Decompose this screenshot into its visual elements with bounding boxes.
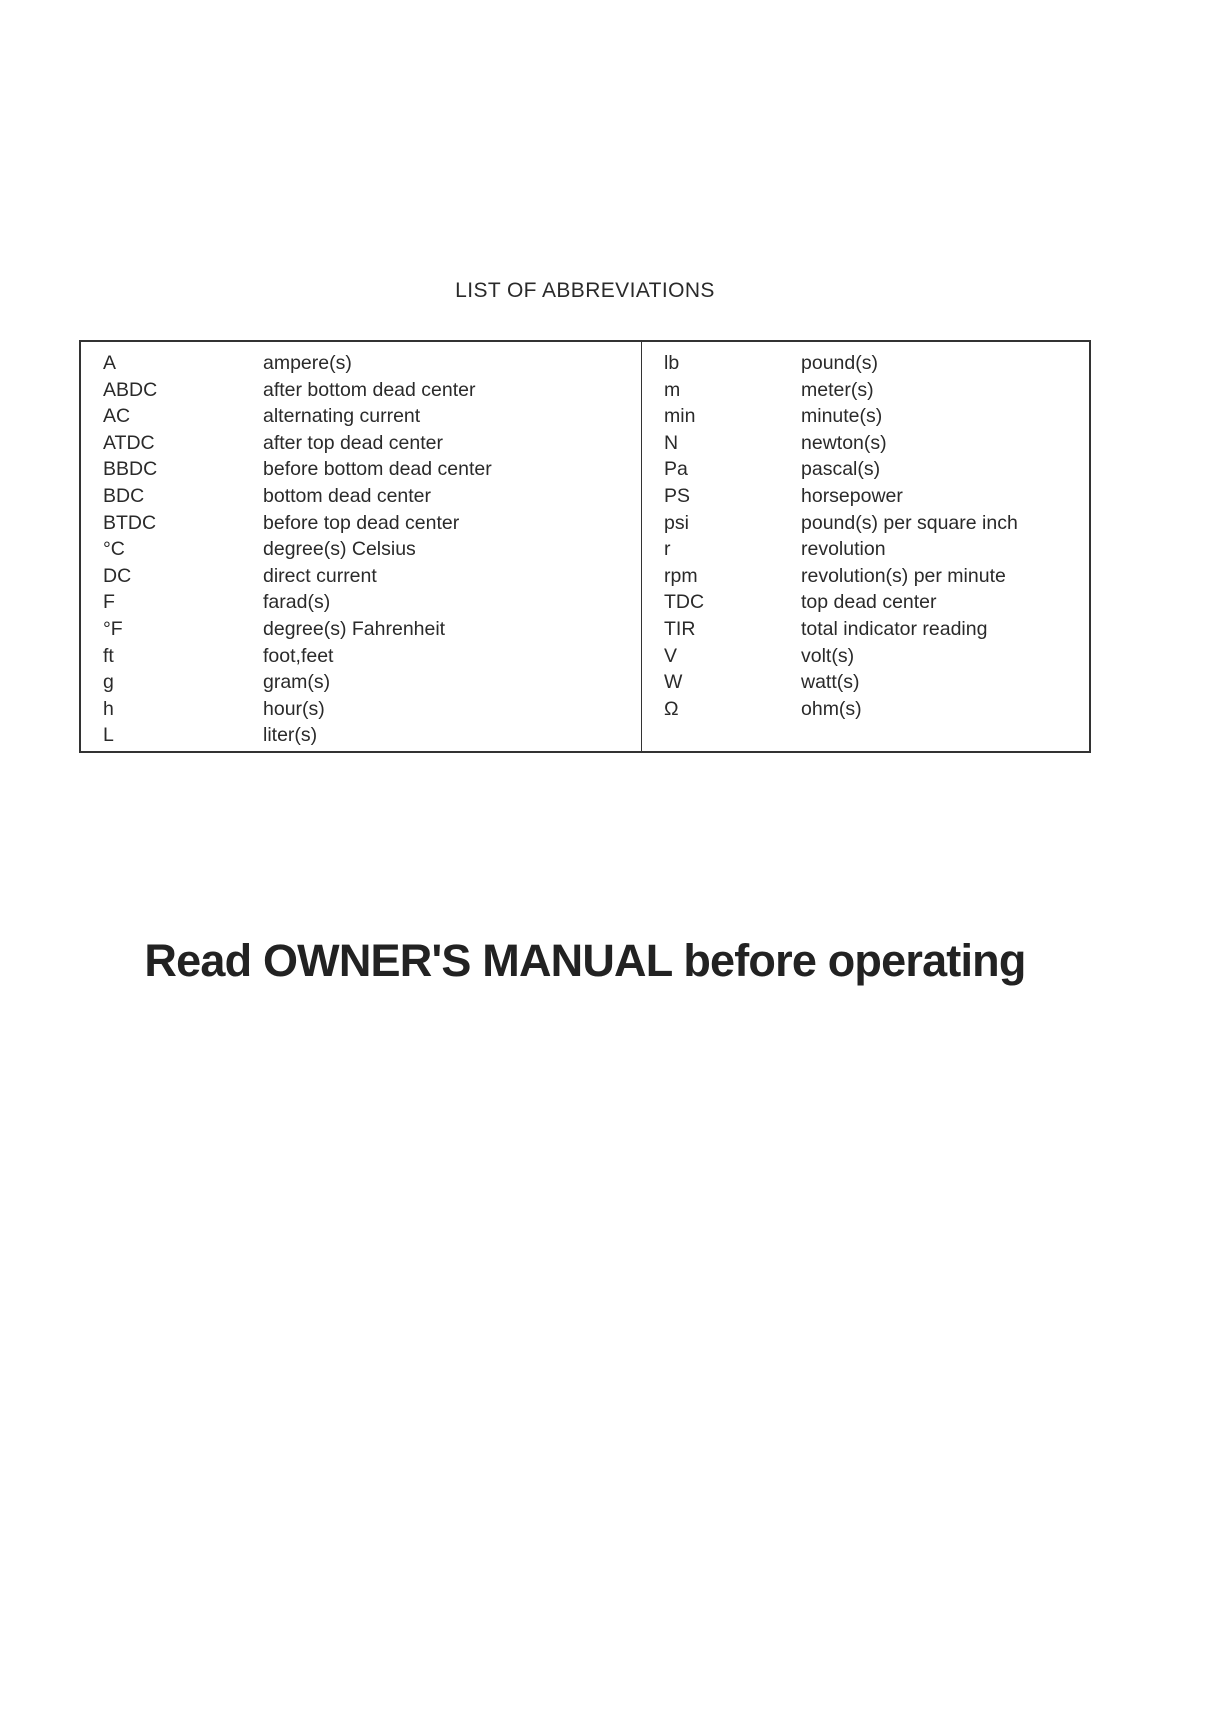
abbreviation-row: [642, 589, 1091, 616]
abbreviation-description: revolution: [801, 538, 886, 561]
abbreviation-description: farad(s): [263, 591, 331, 614]
abbreviation-description: after bottom dead center: [263, 378, 476, 401]
abbreviation-description: total indicator reading: [801, 617, 988, 640]
abbreviation-code: lb: [664, 352, 680, 374]
abbreviation-row: [81, 669, 641, 696]
abbreviation-row: [642, 696, 1091, 723]
abbreviation-row: [642, 510, 1091, 537]
abbreviation-code: AC: [103, 405, 131, 428]
abbreviation-code: h: [103, 697, 114, 720]
abbreviation-code: g: [103, 671, 114, 694]
abbreviation-description: top dead center: [801, 591, 937, 614]
abbreviation-row: [642, 403, 1091, 430]
abbreviation-row: [642, 483, 1091, 510]
abbreviation-row: [81, 696, 641, 723]
abbreviation-row: [642, 536, 1091, 563]
abbreviation-description: volt(s): [801, 644, 855, 667]
abbreviation-description: newton(s): [801, 431, 887, 454]
abbreviation-row: [81, 377, 641, 404]
abbreviation-description: after top dead center: [263, 431, 443, 454]
abbreviation-code: rpm: [664, 564, 698, 587]
abbreviation-row: [81, 483, 641, 510]
abbreviation-code: min: [664, 405, 696, 428]
abbreviation-row: [642, 350, 1091, 377]
abbreviation-code: TDC: [664, 591, 705, 614]
abbreviation-code: L: [103, 724, 114, 747]
abbreviation-code: Pa: [664, 458, 688, 481]
abbreviation-description: horsepower: [801, 484, 903, 507]
abbreviation-row: [81, 643, 641, 670]
abbreviation-row: [642, 456, 1091, 483]
abbreviations-left-column: [81, 350, 641, 749]
abbreviation-code: ABDC: [103, 378, 158, 401]
abbreviation-description: pascal(s): [801, 458, 881, 481]
abbreviation-code: PS: [664, 484, 691, 507]
abbreviation-description: degree(s) Celsius: [263, 538, 416, 561]
abbreviation-row: [81, 589, 641, 616]
abbreviation-code: °C: [103, 538, 125, 561]
abbreviation-description: ohm(s): [801, 697, 862, 720]
abbreviation-description: pound(s) per square inch: [801, 511, 1018, 534]
abbreviation-code: BTDC: [103, 511, 157, 534]
abbreviation-description: watt(s): [801, 671, 860, 694]
abbreviation-row: [81, 350, 641, 377]
abbreviation-code: W: [664, 671, 683, 694]
abbreviation-code: N: [664, 431, 679, 454]
abbreviation-code: BBDC: [103, 458, 158, 481]
abbreviation-code: BDC: [103, 484, 145, 507]
abbreviation-description: hour(s): [263, 697, 325, 720]
abbreviation-row: [642, 669, 1091, 696]
abbreviation-description: minute(s): [801, 405, 883, 428]
abbreviation-row: [81, 563, 641, 590]
abbreviation-description: before bottom dead center: [263, 458, 492, 481]
abbreviation-code: psi: [664, 511, 689, 534]
abbreviation-row: [642, 563, 1091, 590]
abbreviation-row: [642, 430, 1091, 457]
abbreviation-row: [81, 616, 641, 643]
abbreviation-description: gram(s): [263, 671, 331, 694]
abbreviation-description: revolution(s) per minute: [801, 564, 1006, 587]
abbreviation-code: r: [664, 538, 671, 561]
abbreviation-code: ft: [103, 644, 114, 667]
abbreviation-code: V: [664, 644, 678, 667]
abbreviations-right-column: [642, 350, 1091, 722]
abbreviation-code: ATDC: [103, 431, 155, 454]
owners-manual-notice: Read OWNER'S MANUAL before operating: [144, 935, 1026, 986]
abbreviation-code: A: [103, 352, 117, 374]
abbreviation-code: m: [664, 378, 681, 401]
abbreviations-table: [79, 340, 1091, 753]
abbreviation-row: [642, 377, 1091, 404]
abbreviation-row: [81, 536, 641, 563]
abbreviation-description: pound(s): [801, 352, 878, 374]
abbreviation-description: before top dead center: [263, 511, 460, 534]
abbreviation-code: TIR: [664, 617, 696, 640]
abbreviation-description: alternating current: [263, 405, 421, 428]
abbreviation-description: meter(s): [801, 378, 874, 401]
abbreviation-code: °F: [103, 617, 123, 640]
list-title: LIST OF ABBREVIATIONS: [455, 279, 715, 302]
abbreviation-code: Ω: [664, 697, 679, 720]
abbreviation-description: foot,feet: [263, 644, 334, 667]
abbreviation-code: DC: [103, 564, 132, 587]
abbreviation-row: [81, 456, 641, 483]
abbreviation-code: F: [103, 591, 115, 614]
abbreviation-row: [642, 643, 1091, 670]
abbreviation-description: bottom dead center: [263, 484, 432, 507]
abbreviation-row: [81, 510, 641, 537]
abbreviation-description: degree(s) Fahrenheit: [263, 617, 446, 640]
abbreviation-description: ampere(s): [263, 352, 352, 374]
abbreviation-row: [81, 722, 641, 749]
abbreviation-row: [81, 430, 641, 457]
abbreviation-description: liter(s): [263, 724, 318, 747]
abbreviation-description: direct current: [263, 564, 377, 587]
abbreviation-row: [81, 403, 641, 430]
abbreviation-row: [642, 616, 1091, 643]
